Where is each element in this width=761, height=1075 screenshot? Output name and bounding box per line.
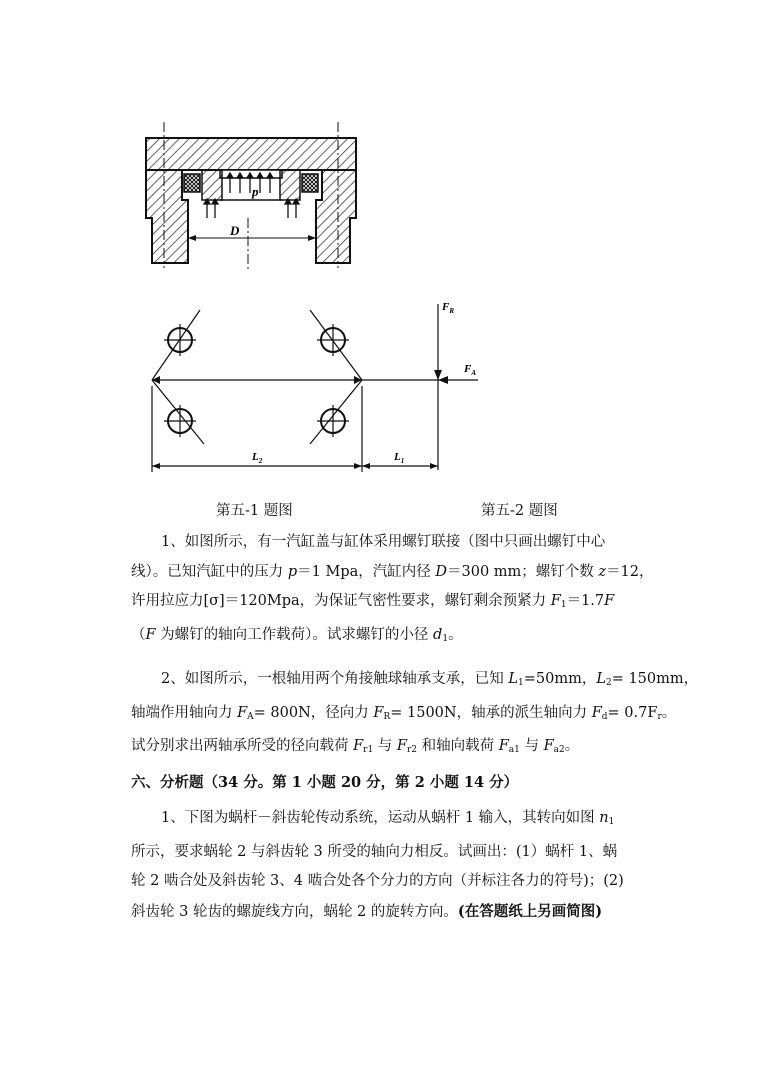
q1-line-3: 许用拉应力[σ]＝120Mpa，为保证气密性要求，螺钉剩余预紧力 $F_1=1.7F$: [131, 593, 615, 610]
q1-line-2: 线）。已知汽缸中的压力 p＝1 Mpa，汽缸内径 D＝300 mm；螺钉个数 z＝12，: [131, 563, 654, 580]
label-p: p: [252, 184, 259, 199]
figure-shaft-bearings: [138, 296, 488, 486]
label-L2: $L_2$: [252, 451, 263, 465]
q1-line-1: 1、如图所示，有一汽缸盖与缸体采用螺钉联接（图中只画出螺钉中心: [161, 534, 606, 550]
label-L1: $L_1$: [394, 451, 405, 465]
label-D: D: [230, 223, 240, 238]
figure-cylinder-cover: [140, 118, 365, 278]
question-5-1: [131, 528, 654, 654]
section-6-heading: 六、分析题（34 分。第 1 小题 20 分，第 2 小题 14 分）: [131, 774, 519, 791]
cylinder-cover-drawing: [140, 118, 365, 278]
q2-line-1: 2、如图所示，一根轴用两个角接触球轴承支承，已知 $L_1=50mm$，$L_2= 150mm$，: [161, 671, 699, 688]
figure-caption-1: 第五-1 题图: [216, 503, 293, 519]
q61-line-1: 1、下图为蜗杆－斜齿轮传动系统，运动从蜗杆 1 输入，其转向如图 $n_1$: [161, 810, 615, 827]
figure-caption-2: 第五-2 题图: [481, 503, 558, 519]
label-FA: $F_A$: [464, 363, 477, 377]
label-FR: $F_R$: [442, 301, 455, 315]
question-6-1: [131, 804, 637, 927]
q61-line-3: 轮 2 啮合处及斜齿轮 3、4 啮合处各个分力的方向（并标注各力的符号)；(2): [131, 873, 624, 889]
q2-line-3: 试分别求出两轴承所受的径向载荷 $F_{r1}$ 与 $F_{r2}$ 和轴向载荷 $F_{a1}$ 与 $F_{a2}$。: [131, 738, 580, 755]
q1-line-4: （F 为螺钉的轴向工作载荷）。试求螺钉的小径 $d_1$。: [131, 626, 463, 644]
q2-line-2: 轴端作用轴向力 $F_A= 800N$，径向力 $F_R= 1500N$，轴承的派生轴向力 $F_d= 0.7F_r$。: [131, 704, 677, 722]
q61-line-2: 所示，要求蜗轮 2 与斜齿轮 3 所受的轴向力相反。试画出：(1）蜗杆 1、蜗: [131, 843, 618, 860]
shaft-bearings-drawing: [138, 296, 488, 486]
q61-line-4: 斜齿轮 3 轮齿的螺旋线方向，蜗轮 2 的旋转方向。(在答题纸上另画简图): [131, 902, 603, 920]
question-5-2: [131, 665, 699, 766]
